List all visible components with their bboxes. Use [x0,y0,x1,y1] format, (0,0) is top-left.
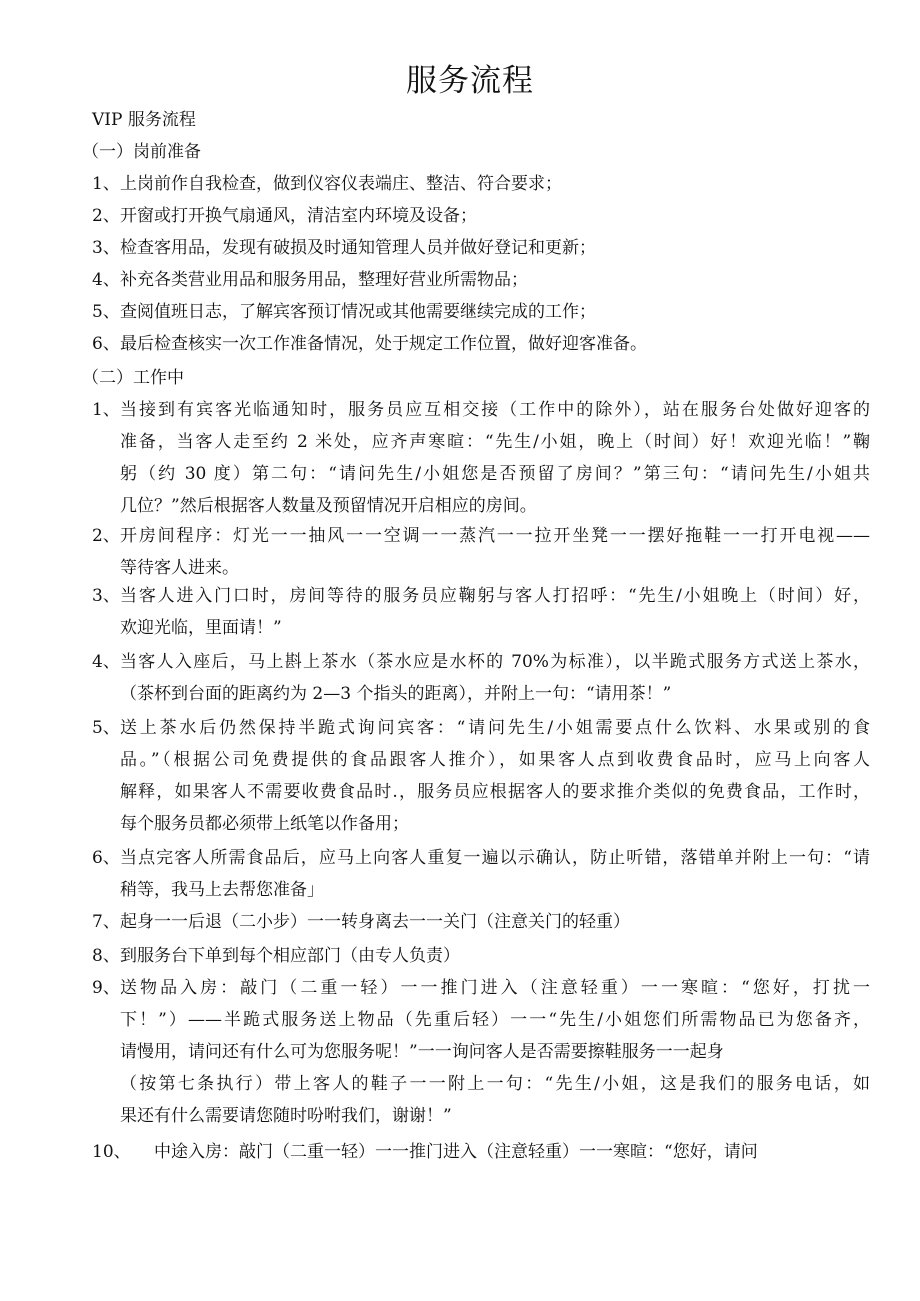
item-text: 品。”（根据公司免费提供的食品跟客人推介），如果客人点到收费食品时，应马上向客人 [120,750,870,770]
item-text: 上岗前作自我检查，做到仪容仪表端庄、整洁、符合要求； [120,174,562,194]
item-text: 欢迎光临，里面请！” [120,618,282,638]
item-text: 请慢用，请问还有什么可为您服务呢！”一一询问客人是否需要擦鞋服务一一起身 [120,1042,724,1062]
item-text: 当客人入座后，马上斟上茶水（茶水应是水杯的 70%为标准），以半跪式服务方式送上茶水， [120,652,870,672]
item-text: 几位？”然后根据客人数量及预留情况开启相应的房间。 [120,496,537,516]
item-number: 5、 [92,302,120,322]
item-number: 1、 [92,400,120,420]
item-text: 当点完客人所需食品后，应马上向客人重复一遍以示确认，防止听错，落错单并附上一句：“请 [120,848,870,868]
item-number: 3、 [92,586,120,606]
item-number: 9、 [92,978,120,998]
item-text: 下！”）——半跪式服务送上物品（先重后轻）一一“先生/小姐您们所需物品已为您备齐， [120,1010,870,1030]
item-number: 1、 [92,174,120,194]
item-text: 当接到有宾客光临通知时，服务员应互相交接（工作中的除外），站在服务台处做好迎客的 [120,400,870,420]
item-text: 开房间程序：灯光一一抽风一一空调一一蒸汽一一拉开坐凳一一摆好拖鞋一一打开电视—— [120,526,870,546]
item-number: 2、 [92,206,120,226]
item-number: 3、 [92,238,120,258]
subtitle: VIP 服务流程 [92,110,196,130]
item-text: （茶杯到台面的距离约为 2—3 个指头的距离），并附上一句：“请用茶！” [120,684,672,704]
item-text: 中途入房：敲门（二重一轻）一一推门进入（注意轻重）一一寒暄：“您好，请问 [154,1142,758,1162]
item-number: 6、 [92,848,120,868]
item-text: 送上茶水后仍然保持半跪式询问宾客：“请问先生/小姐需要点什么饮料、水果或别的食 [120,718,870,738]
item-number: 2、 [92,526,120,546]
item-text: 解释，如果客人不需要收费食品时.，服务员应根据客人的要求推介类似的免费食品，工作时， [120,782,870,802]
item-text: （按第七条执行）带上客人的鞋子一一附上一句：“先生/小姐，这是我们的服务电话，如 [120,1074,870,1094]
item-text: 送物品入房：敲门（二重一轻）一一推门进入（注意轻重）一一寒暄：“您好，打扰一 [120,978,870,998]
section-heading: （一）岗前准备 [82,142,201,162]
item-text: 起身一一后退（二小步）一一转身离去一一关门（注意关门的轻重） [120,912,630,932]
item-text: 等待客人进来。 [120,558,239,578]
item-number: 6、 [92,334,120,354]
item-text: 当客人进入门口时，房间等待的服务员应鞠躬与客人打招呼：“先生/小姐晚上（时间）好， [120,586,870,606]
item-text: 每个服务员都必须带上纸笔以作备用； [120,814,409,834]
item-number: 5、 [92,718,120,738]
item-text: 果还有什么需要请您随时吩咐我们，谢谢！” [120,1106,452,1126]
item-text: 准备，当客人走至约 2 米处，应齐声寒暄：“先生/小姐，晚上（时间）好！欢迎光临！”鞠 [120,432,870,452]
item-number: 4、 [92,652,120,672]
item-number: 8、 [92,946,120,966]
item-text: 最后检查核实一次工作准备情况，处于规定工作位置，做好迎客准备。 [120,334,647,354]
item-text: 开窗或打开换气扇通风，清洁室内环境及设备； [120,206,477,226]
item-text: 躬（约 30 度）第二句：“请问先生/小姐您是否预留了房间？”第三句：“请问先生/小姐共 [120,464,870,484]
item-number: 10、 [92,1142,131,1162]
item-text: 查阅值班日志，了解宾客预订情况或其他需要继续完成的工作； [120,302,596,322]
page-title: 服务流程 [406,63,534,99]
item-text: 到服务台下单到每个相应部门（由专人负责） [120,946,460,966]
item-number: 7、 [92,912,120,932]
item-text: 稍等，我马上去帮您准备」 [120,880,324,900]
section-heading: （二）工作中 [82,368,184,388]
item-text: 检查客用品，发现有破损及时通知管理人员并做好登记和更新； [120,238,596,258]
item-text: 补充各类营业用品和服务用品，整理好营业所需物品； [120,270,528,290]
item-number: 4、 [92,270,120,290]
